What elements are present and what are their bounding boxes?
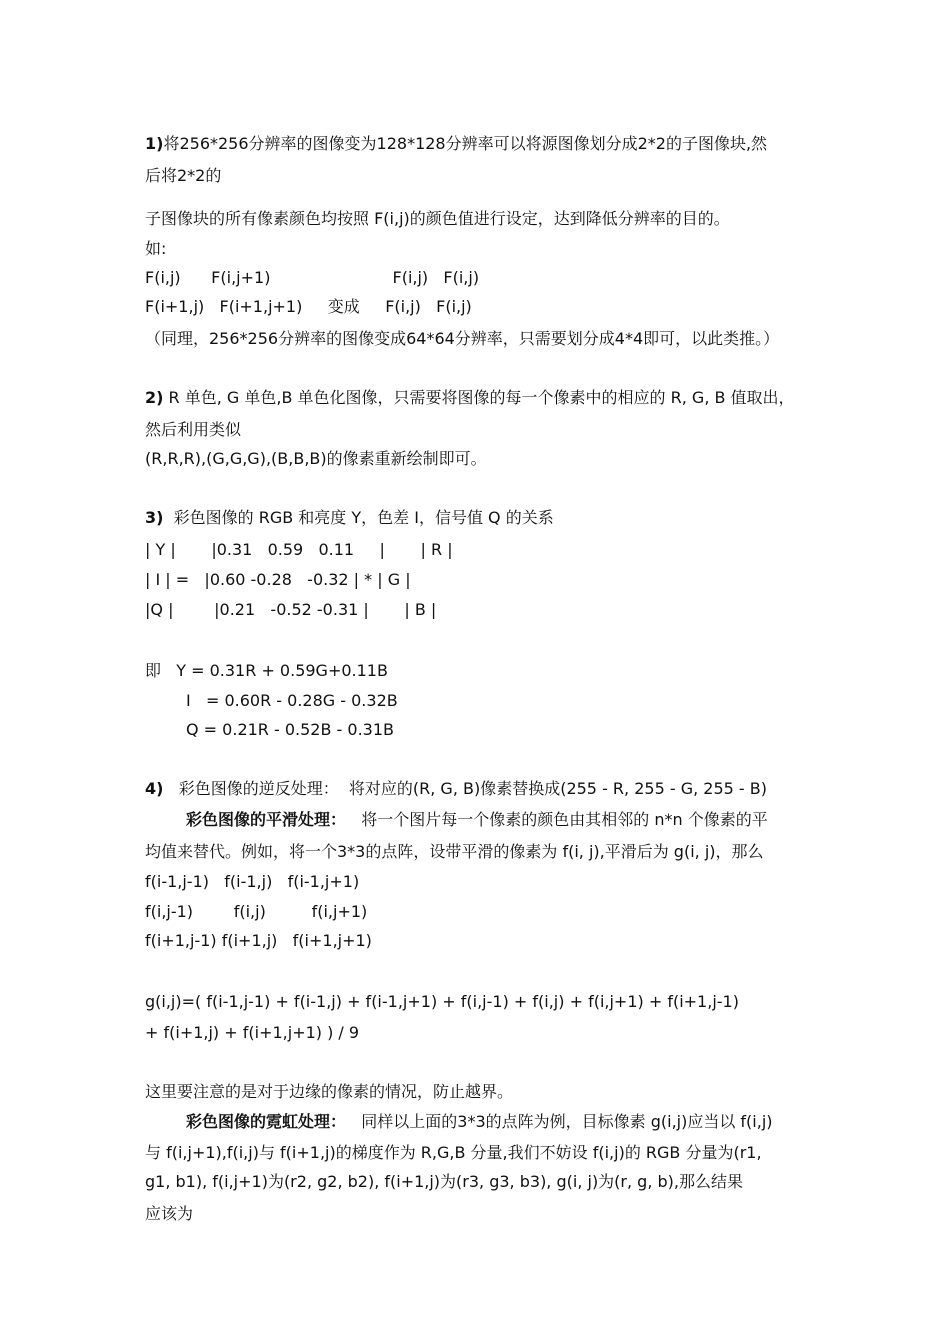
formula-line: f(i+1,j-1) f(i+1,j) f(i+1,j+1) <box>145 931 372 950</box>
equation-line: I = 0.60R - 0.28G - 0.32B <box>186 691 398 710</box>
matrix-row: |Q | |0.21 -0.52 -0.31 | | B | <box>145 600 437 619</box>
matrix-row: | I | = |0.60 -0.28 -0.32 | * | G | <box>145 570 411 589</box>
section-number: 1) <box>145 134 164 153</box>
subsection-label: 彩色图像的平滑处理： <box>186 810 347 829</box>
smoothing-paragraph: 彩色图像的平滑处理： 将一个图片每一个像素的颜色由其相邻的 n*n 个像素的平 <box>186 810 768 829</box>
paragraph-line: 如: <box>145 239 167 258</box>
formula-line: g(i,j)=( f(i-1,j-1) + f(i-1,j) + f(i-1,j+1) + f(i,j-1) + f(i,j) + f(i,j+1) + f(i+1,j-1) <box>145 992 739 1011</box>
equation-line: 即 Y = 0.31R + 0.59G+0.11B <box>145 661 388 680</box>
paragraph-line: g1, b1), f(i,j+1)为(r2, g2, b2), f(i+1,j)为(r3, g3, b3), g(i, j)为(r, g, b),那么结果 <box>145 1172 743 1191</box>
paragraph-line: 应该为 <box>145 1204 194 1223</box>
neon-paragraph: 彩色图像的霓虹处理： 同样以上面的3*3的点阵为例，目标像素 g(i,j)应当以 f(i,j) <box>186 1112 773 1131</box>
section-number: 3) <box>145 508 164 527</box>
paragraph-line: 与 f(i,j+1),f(i,j)与 f(i+1,j)的梯度作为 R,G,B 分量,我们不妨设 f(i,j)的 RGB 分量为(r1, <box>145 1143 762 1162</box>
paragraph-line: 子图像块的所有像素颜色均按照 F(i,j)的颜色值进行设定，达到降低分辨率的目的。 <box>145 209 730 228</box>
formula-line: f(i,j-1) f(i,j) f(i,j+1) <box>145 902 368 921</box>
section-2-line-1: 2) R 单色, G 单色,B 单色化图像，只需要将图像的每一个像素中的相应的 R, G, B 值取出， <box>145 388 795 407</box>
section-1-line-1: 1)将256*256分辨率的图像变为128*128分辨率可以将源图像划分成2*2的子图像块,然 <box>145 134 768 153</box>
paragraph-line: 然后利用类似 <box>145 420 242 439</box>
paragraph-line: 这里要注意的是对于边缘的像素的情况，防止越界。 <box>145 1082 514 1101</box>
formula-line: F(i+1,j) F(i+1,j+1) 变成 F(i,j) F(i,j) <box>145 297 472 316</box>
section-4-line-1: 4) 彩色图像的逆反处理： 将对应的(R, G, B)像素替换成(255 - R, 255 - G, 255 - B) <box>145 779 767 798</box>
section-number: 4) <box>145 779 164 798</box>
section-1-line-2: 后将2*2的 <box>145 166 222 185</box>
formula-line: F(i,j) F(i,j+1) F(i,j) F(i,j) <box>145 268 480 287</box>
matrix-row: | Y | |0.31 0.59 0.11 | | R | <box>145 540 453 559</box>
paragraph-line: (R,R,R),(G,G,G),(B,B,B)的像素重新绘制即可。 <box>145 449 487 468</box>
paragraph-line: 均值来替代。例如，将一个3*3的点阵，设带平滑的像素为 f(i, j),平滑后为 g(i, j)，那么 <box>145 842 764 861</box>
equation-line: Q = 0.21R - 0.52B - 0.31B <box>186 720 395 739</box>
formula-line: f(i-1,j-1) f(i-1,j) f(i-1,j+1) <box>145 872 360 891</box>
section-3-line-1: 3) 彩色图像的 RGB 和亮度 Y，色差 I，信号值 Q 的关系 <box>145 508 554 527</box>
subsection-label: 彩色图像的霓虹处理： <box>186 1112 347 1131</box>
formula-line: + f(i+1,j) + f(i+1,j+1) ) / 9 <box>145 1023 360 1042</box>
section-number: 2) <box>145 388 164 407</box>
paragraph-line: （同理，256*256分辨率的图像变成64*64分辨率，只需要划分成4*4即可，以此类推。） <box>145 329 780 348</box>
